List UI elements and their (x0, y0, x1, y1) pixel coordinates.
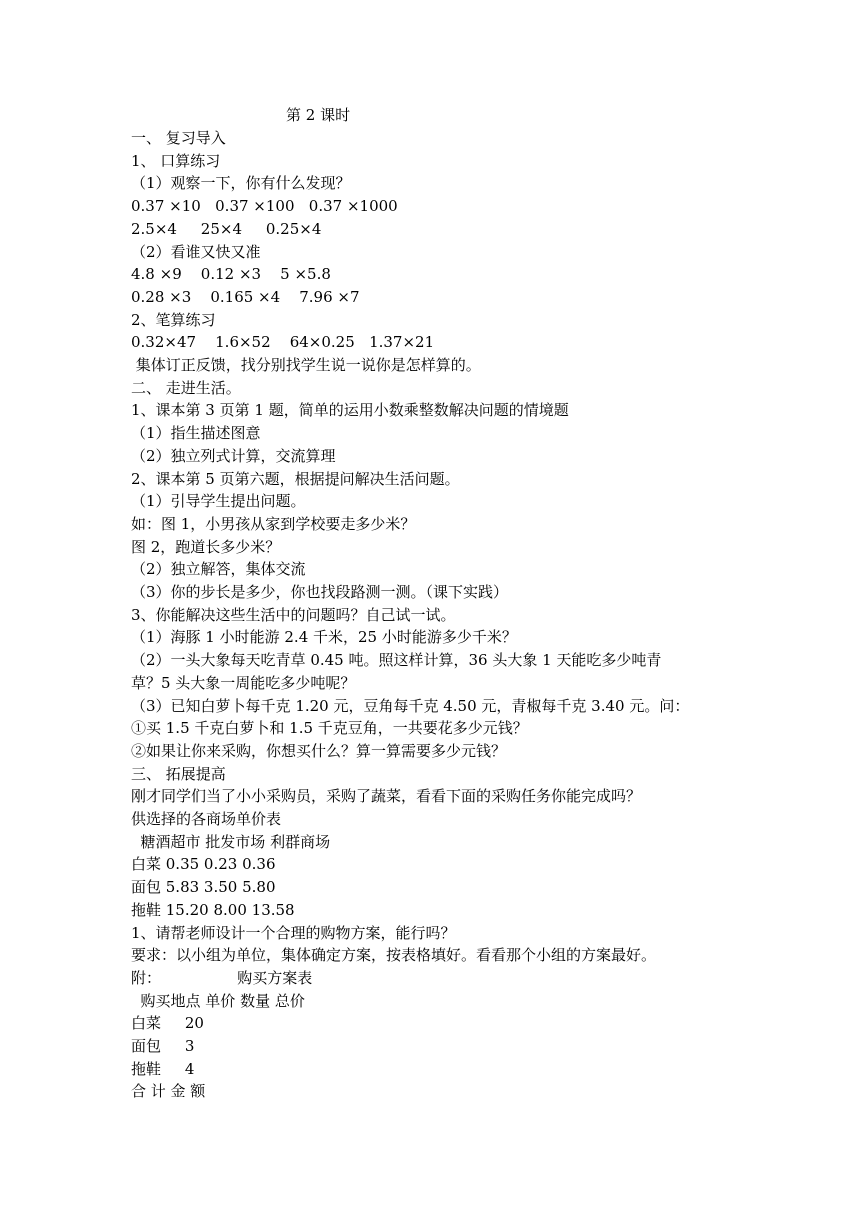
text-line: 供选择的各商场单价表 (131, 810, 282, 828)
text-line: 2、课本第 5 页第六题，根据提问解决生活问题。 (131, 469, 460, 488)
text-line: （1）观察一下，你有什么发现？ (131, 174, 351, 193)
text-line: 附： 购买方案表 (131, 968, 313, 987)
text-line: 合 计 金 额 (131, 1082, 206, 1101)
text-line: 面包 3 (131, 1037, 195, 1055)
text-line: 糖酒超市 批发市场 利群商场 (131, 832, 331, 851)
text-line: 1、请帮老师设计一个合理的购物方案，能行吗？ (131, 923, 456, 942)
text-line: 三、 拓展提高 (131, 764, 226, 783)
text-line: 白菜 0.35 0.23 0.36 (131, 855, 276, 874)
text-line: 面包 5.83 3.50 5.80 (131, 878, 276, 897)
text-line: 草？5 头大象一周能吃多少吨呢？ (131, 673, 356, 692)
text-line: 拖鞋 4 (131, 1059, 195, 1078)
text-line: ②如果让你来采购，你想买什么？算一算需要多少元钱？ (131, 741, 507, 760)
text-line: （1）指生描述图意 (131, 424, 261, 443)
text-line: 二、 走进生活。 (131, 378, 241, 397)
text-line: 集体订正反馈，找分别找学生说一说你是怎样算的。 (131, 356, 481, 374)
text-line: 0.37 ×10 0.37 ×100 0.37 ×1000 (131, 197, 398, 216)
text-line: （1）引导学生提出问题。 (131, 492, 306, 511)
text-line: （1）海豚 1 小时能游 2.4 千米，25 小时能游多少千米？ (131, 628, 517, 647)
text-line: （2）看谁又快又准 (131, 242, 261, 261)
text-line: 刚才同学们当了小小采购员，采购了蔬菜，看看下面的采购任务你能完成吗？ (131, 787, 642, 806)
text-line: 一、 复习导入 (131, 129, 226, 147)
text-line: 拖鞋 15.20 8.00 13.58 (131, 900, 295, 919)
text-line: ①买 1.5 千克白萝卜和 1.5 千克豆角，一共要花多少元钱？ (131, 719, 528, 738)
text-line: 1、 口算练习 (131, 151, 221, 170)
text-line: 要求：以小组为单位，集体确定方案，按表格填好。看看那个小组的方案最好。 (131, 946, 657, 965)
text-line: 0.28 ×3 0.165 ×4 7.96 ×7 (131, 287, 360, 306)
text-line: （3）已知白萝卜每千克 1.20 元，豆角每千克 4.50 元，青椒每千克 3.40 元。问： (131, 696, 690, 715)
text-line: （2）独立列式计算，交流算理 (131, 446, 336, 465)
text-line: （2）独立解答，集体交流 (131, 560, 306, 579)
text-line: 4.8 ×9 0.12 ×3 5 ×5.8 (131, 265, 331, 284)
text-line: （3）你的步长是多少，你也找段路测一测。（课下实践） (131, 583, 509, 601)
text-line: 白菜 20 (131, 1014, 204, 1033)
text-line: 3、你能解决这些生活中的问题吗？自己试一试。 (131, 605, 456, 624)
text-line: 2.5×4 25×4 0.25×4 (131, 219, 322, 238)
text-line: 图 2，跑道长多少米？ (131, 537, 281, 556)
text-line: 0.32×47 1.6×52 64×0.25 1.37×21 (131, 333, 435, 352)
text-line: 如：图 1，小男孩从家到学校要走多少米？ (131, 514, 416, 533)
text-line: 1、课本第 3 页第 1 题，简单的运用小数乘整数解决问题的情境题 (131, 401, 569, 420)
text-line: 购买地点 单价 数量 总价 (131, 991, 305, 1010)
text-line: 2、笔算练习 (131, 310, 216, 329)
page-title: 第 2 课时 (286, 106, 351, 124)
text-line: （2）一头大象每天吃青草 0.45 吨。照这样计算，36 头大象 1 天能吃多少吨青 (131, 651, 662, 670)
